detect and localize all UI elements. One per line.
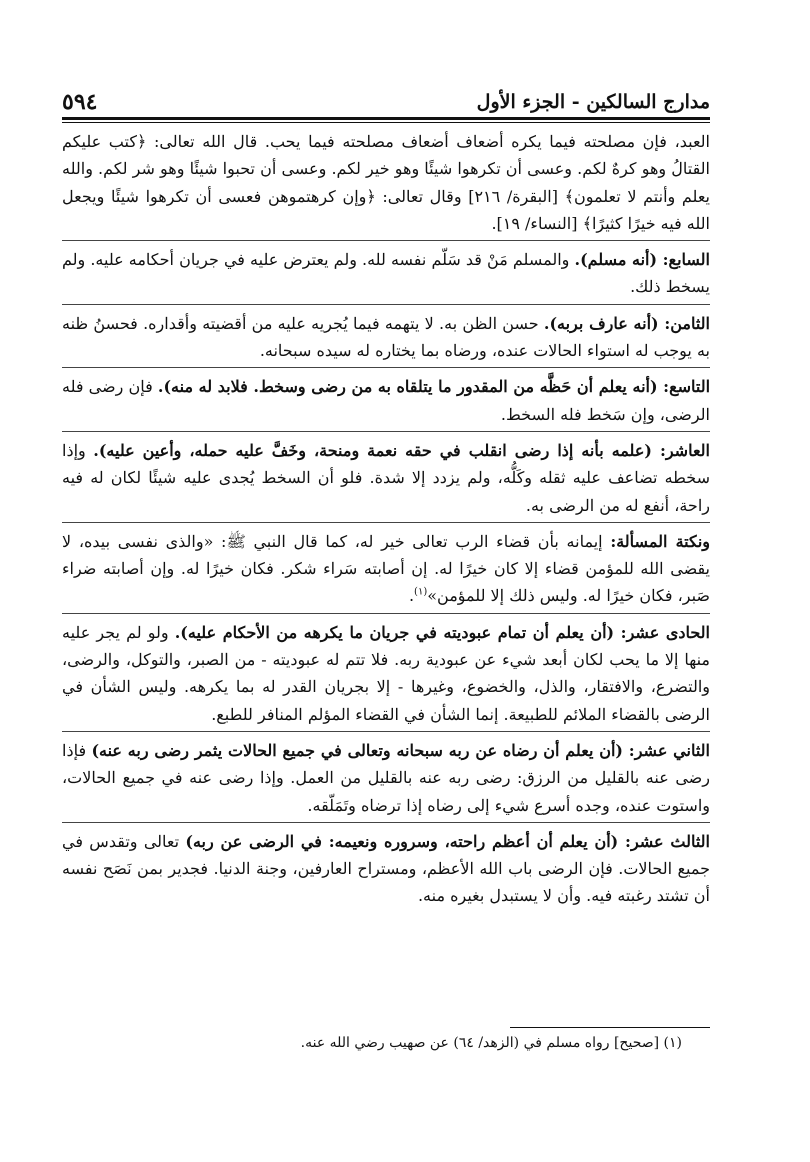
paragraph: الثاني عشر: (أن يعلم أن رضاه عن ربه سبحانه وتعالى في جميع الحالات يثمر رضى ربه عنه) فإذا رضى عنه بالقليل من الرزق: رضى ربه عنه بالقليل من العمل. وإذا رضى عنه في جميع الحالات، واستوت عنده، وجده أسرع شيء إلى رضاه إذا ترضاه وتَمَلّقه. bbox=[62, 731, 710, 822]
main-text bbox=[62, 126, 710, 913]
paragraph: العاشر: (علمه بأنه إذا رضى انقلب في حقه نعمة ومنحة، وخَفَّ عليه حمله، وأعين عليه). وإذا سخطه تضاعف عليه ثقله وكَلُّه، ولم يزدد إلا شدة. فلو أن السخط يُجدى عليه شيئًا لكان له فيه راحة، أنفع له من الرضى به. bbox=[62, 431, 710, 522]
paragraph: ونكتة المسألة: إيمانه بأن قضاء الرب تعالى خير له، كما قال النبي ﷺ: «والذى نفسى بيده، لا يقضى الله للمؤمن قضاء إلا كان خيرًا له. إن أصابته سَراء شكر. فكان خيرًا له. وإن أصابته ضراء صَبر، فكان خيرًا له. وليس ذلك إلا للمؤمن»$^{(١)}$. bbox=[62, 522, 710, 613]
running-title: مدارج السالكين - الجزء الأول bbox=[476, 91, 710, 113]
paragraph-heading: الثاني عشر: (أن يعلم أن رضاه عن ربه سبحانه وتعالى في جميع الحالات يثمر رضى ربه عنه) bbox=[91, 740, 710, 760]
paragraph-heading: الثالث عشر: (أن يعلم أن أعظم راحته، وسروره ونعيمه: في الرضى عن ربه) bbox=[185, 831, 711, 851]
paragraph: العبد، فإن مصلحته فيما يكره أضعاف أضعاف مصلحته فيما يحب. قال الله تعالى: ﴿كتب عليكم القتالُ وهو كرهٌ لكم. وعسى أن تكرهوا شيئًا وهو خير لكم. وعسى أن تحبوا شيئًا وهو شر لكم. والله يعلم وأنتم لا تعلمون﴾ [البقرة/ ٢١٦] وقال تعالى: ﴿وإن كرهتموهن فعسى أن تكرهوا شيئًا ويجعل الله فيه خيرًا كثيرًا﴾ [النساء/ ١٩]. bbox=[62, 132, 711, 233]
header-rule bbox=[62, 117, 710, 120]
page-header bbox=[62, 86, 710, 114]
paragraph: التاسع: (أنه يعلم أن حَظَّه من المقدور ما يتلقاه به من رضى وسخط. فلابد له منه). فإن رضى فله الرضى، وإن سَخط فله السخط. bbox=[62, 367, 710, 431]
paragraph: الثامن: (أنه عارف بربه). حسن الظن به. لا يتهمه فيما يُجريه عليه من أقضيته وأقداره. فحسنُ ظنه به يوجب له استواء الحالات عنده، ورضاه بما يختاره له سيده سبحانه. bbox=[62, 304, 710, 368]
paragraph: السابع: (أنه مسلم). والمسلم مَنْ قد سَلّم نفسه لله. ولم يعترض عليه في جريان أحكامه عليه. ولم يسخط ذلك. bbox=[62, 240, 710, 304]
page-number: ٥٩٤ bbox=[62, 89, 98, 115]
paragraph-heading: ونكتة المسألة: bbox=[610, 531, 710, 551]
footnote-reference[interactable]: (١) bbox=[414, 587, 428, 599]
paragraph-heading: الحادى عشر: (أن يعلم أن تمام عبوديته في جريان ما يكرهه من الأحكام عليه). bbox=[174, 622, 711, 642]
header-rule-thin bbox=[62, 122, 710, 123]
paragraph: الحادى عشر: (أن يعلم أن تمام عبوديته في جريان ما يكرهه من الأحكام عليه). ولو لم يجر عليه منها إلا ما يحب لكان أبعد شيء عن عبودية ربه. فلا تتم له عبوديته - من الصبر، والتوكل، والرضى، والتضرع، والافتقار، والذل، والخضوع، وغيرها - إلا بجريان القدر له بما يكرهه. وليس الشأن في الرضى بالقضاء الملائم للطبيعة. إنما الشأن في القضاء المؤلم المنافر للطبع. bbox=[62, 613, 710, 731]
paragraph-heading: السابع: (أنه مسلم). bbox=[574, 250, 710, 270]
footnote-rule bbox=[510, 1027, 710, 1028]
paragraph: الثالث عشر: (أن يعلم أن أعظم راحته، وسروره ونعيمه: في الرضى عن ربه) تعالى وتقدس في جميع الحالات. فإن الرضى باب الله الأعظم، ومستراح العارفين، وجنة الدنيا. فجدير بمن نَصَح نفسه أن تشتد رغبته فيه. وأن لا يستبدل بغيره منه. bbox=[62, 822, 710, 913]
paragraph-heading: العاشر: (علمه بأنه إذا رضى انقلب في حقه نعمة ومنحة، وخَفَّ عليه حمله، وأعين عليه). bbox=[93, 440, 711, 460]
paragraph-heading: الثامن: (أنه عارف بربه). bbox=[543, 313, 711, 333]
footnote: (١) [صحيح] رواه مسلم في (الزهد/ ٦٤) عن صهيب رضي الله عنه. bbox=[300, 1035, 682, 1051]
paragraph-heading: التاسع: (أنه يعلم أن حَظَّه من المقدور ما يتلقاه به من رضى وسخط. فلابد له منه). bbox=[157, 377, 711, 397]
